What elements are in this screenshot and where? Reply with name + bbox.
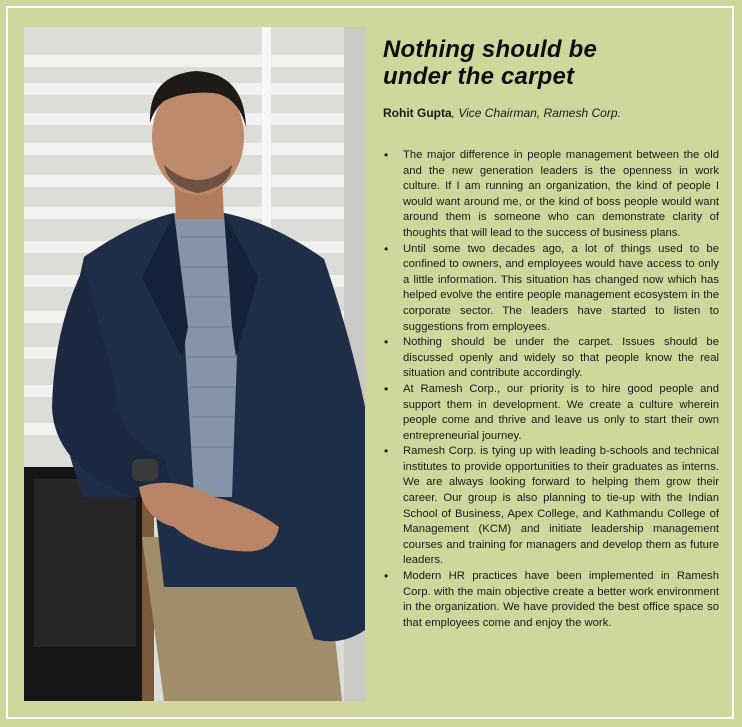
bullet-point: • The major difference in people management between the old and the new generation leaders is the openness in work culture. If I am running an organization, the kind of people I would want around me, or the kind of boss people would want around them is someone who can demonstrate clarity of thoughts that will lead to the success of business plans. — [383, 148, 719, 242]
article — [383, 36, 719, 631]
article-title — [383, 36, 719, 90]
title-line-2: under the carpet — [383, 63, 575, 90]
bullet-point: • Modern HR practices have been implemented in Ramesh Corp. with the main objective create a better work environment in the organization. We have provided the best office space so that employees come and enjoy the work. — [383, 569, 719, 631]
portrait-illustration — [24, 27, 365, 701]
bullet-point: • Ramesh Corp. is tying up with leading b-schools and technical institutes to provide opportunities to their graduates as interns. We are always looking forward to helping them grow their career. Our group is also planning to tie-up with the Indian School of Business, Apex College, and Kathmandu College of Management (KCM) and initiate leadership management courses and training for managers and develop them as future leaders. — [383, 444, 719, 569]
portrait-photo — [24, 27, 365, 701]
bullet-point: • At Ramesh Corp., our priority is to hire good people and support them in development. We create a culture wherein people come and thrive and leave us only to start their own entrepreneurial journey. — [383, 382, 719, 444]
author-name: Rohit Gupta — [383, 106, 452, 120]
bullet-point: • Until some two decades ago, a lot of things used to be confined to owners, and employees would have access to only a little information. This situation has changed now which has helped evolve the entire people management ecosystem in the corporate sector. The leaders have started to listen to suggestions from employees. — [383, 242, 719, 336]
author-role: , Vice Chairman, Ramesh Corp. — [451, 106, 621, 120]
byline — [383, 106, 719, 121]
bullet-point: • Nothing should be under the carpet. Issues should be discussed openly and widely so that people know the real situation and contribute accordingly. — [383, 335, 719, 382]
bullet-list — [383, 148, 719, 631]
title-line-1: Nothing should be — [383, 36, 598, 63]
